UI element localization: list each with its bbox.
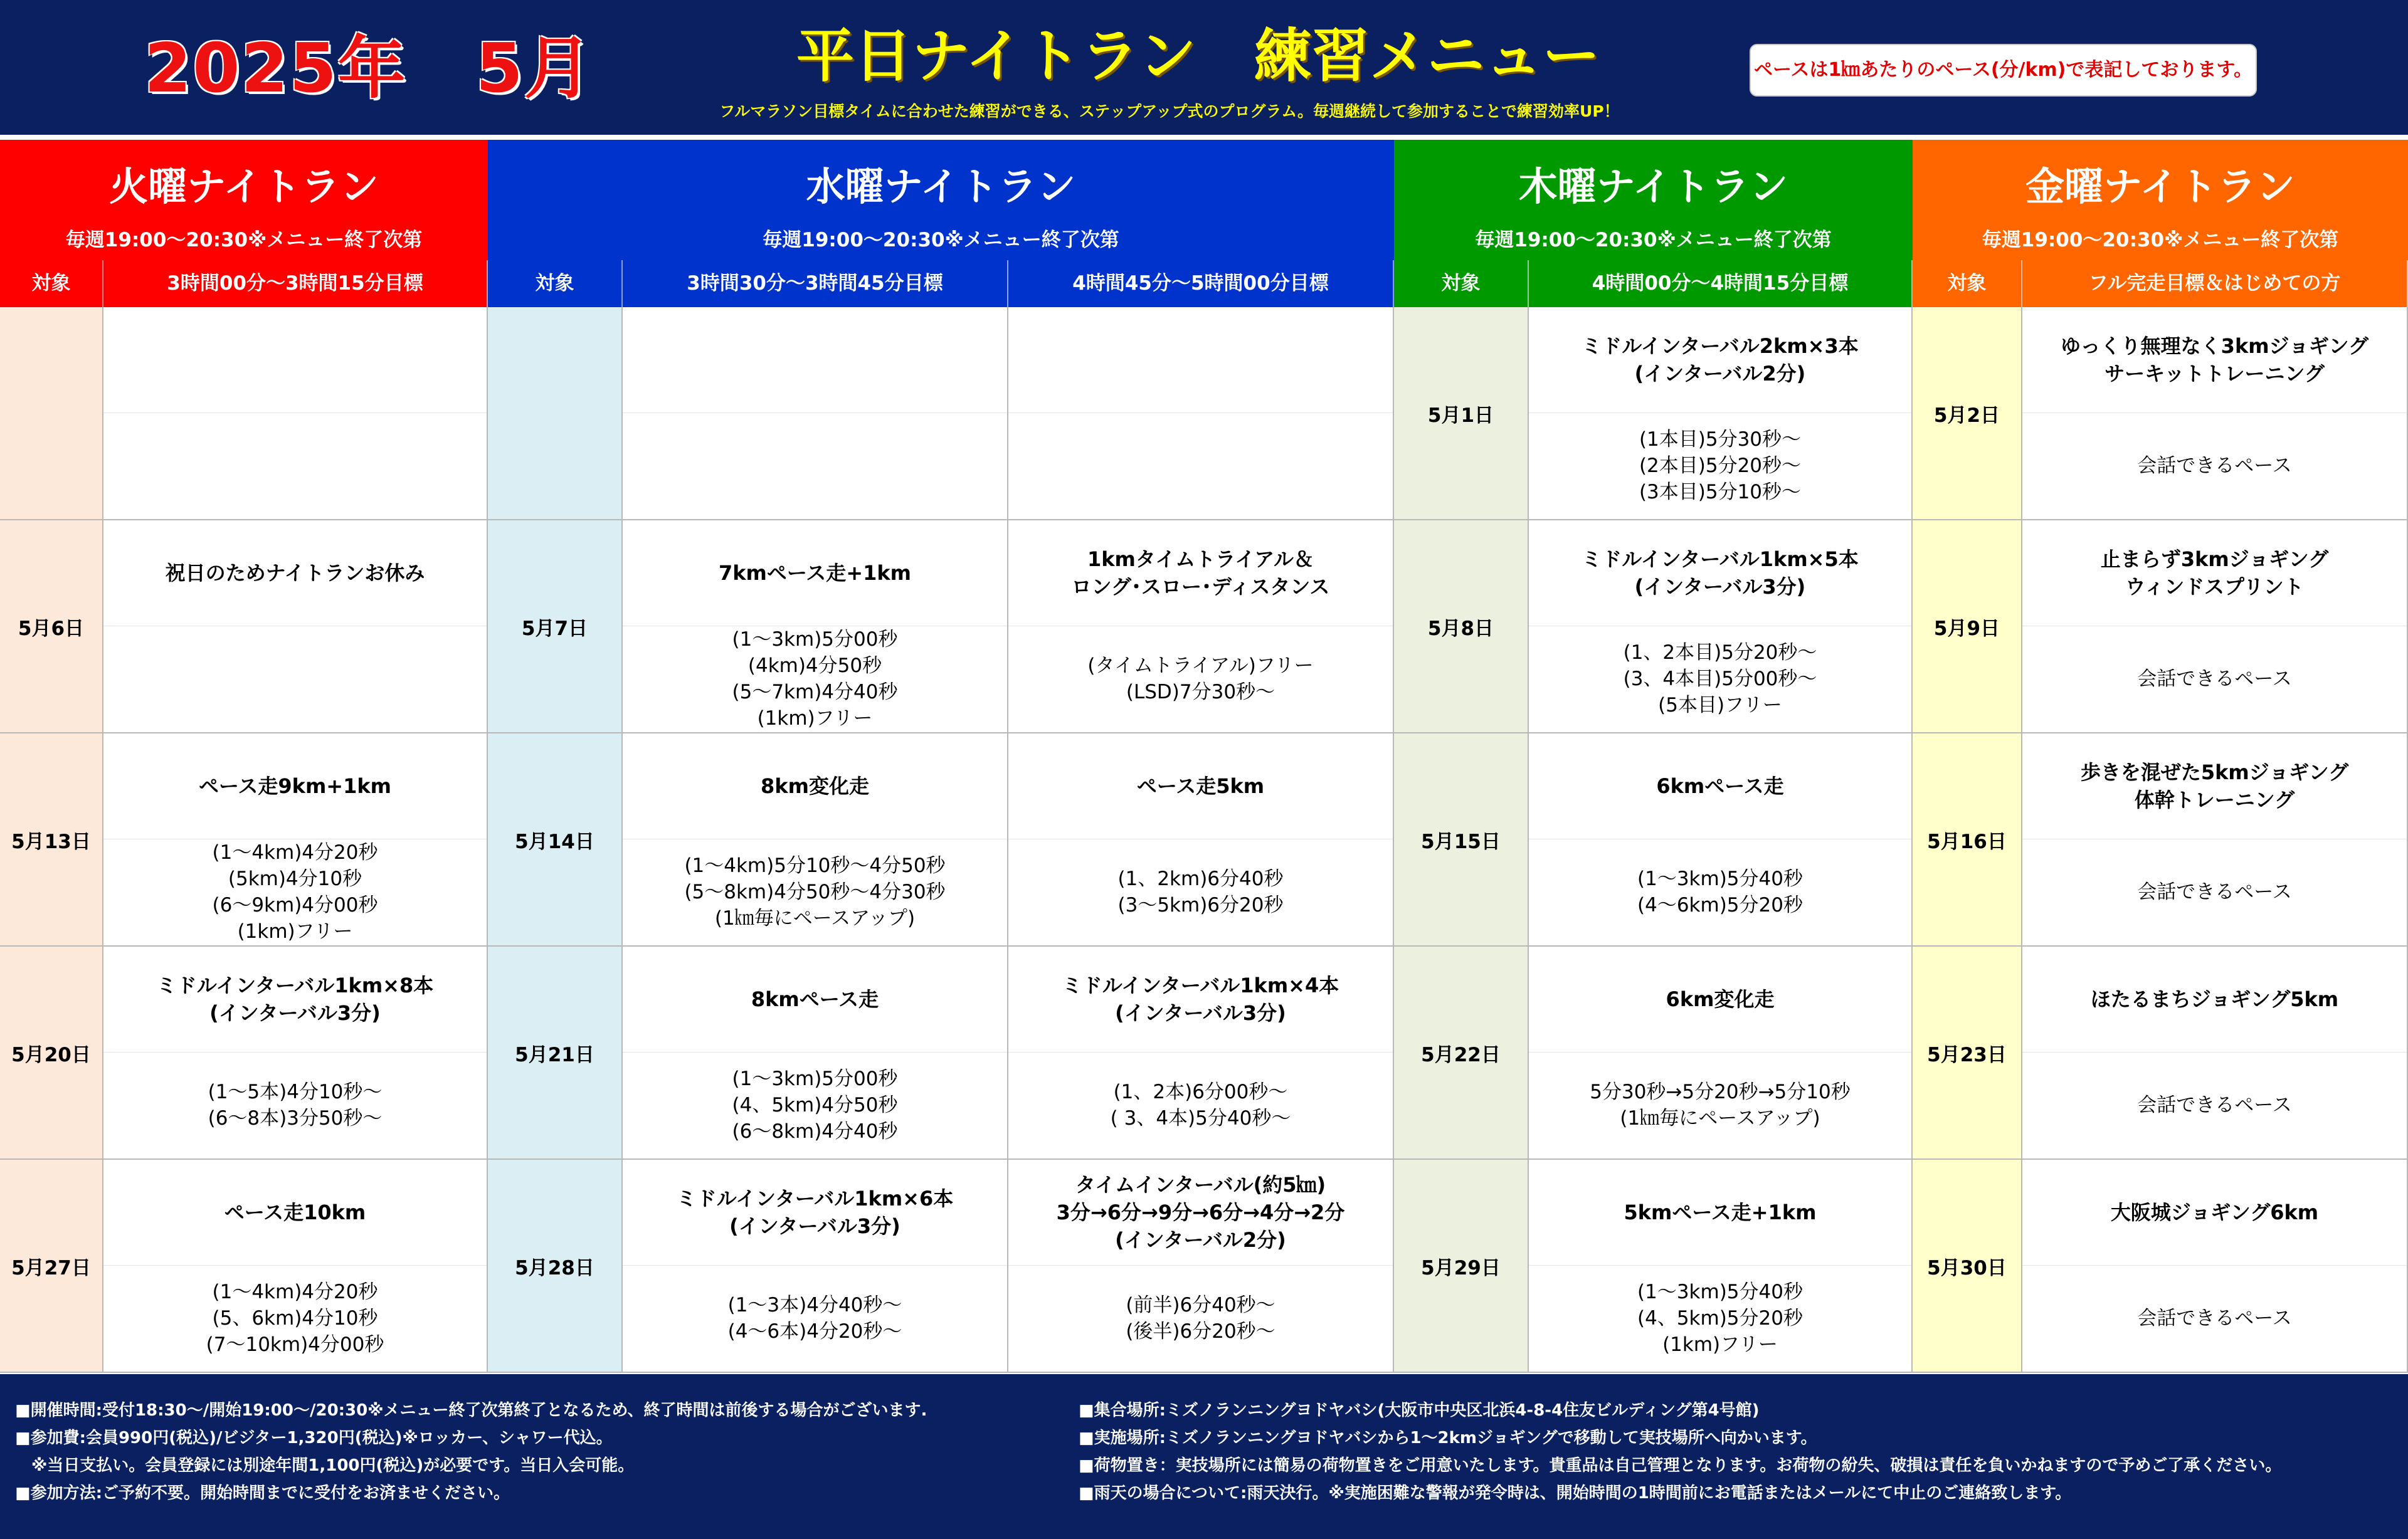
target-label: 対象 [0,260,103,307]
target-group: 4時間45分～5時間00分目標 [1008,260,1394,307]
day-header-friday [1913,140,2408,260]
date-cell: 5月27日 [0,1160,103,1373]
menu-cell [1529,1160,1913,1373]
menu-title: 8kmペース走 [623,947,1007,1053]
menu-detail: 5分30秒→5分20秒→5分10秒 (1㎞毎にペースアップ) [1590,1081,1851,1130]
menu-detail: (1～5本)4分10秒～ (6～8本)3分50秒～ [208,1081,383,1130]
menu-detail: (1本目)5分30秒～ (2本目)5分20秒～ (3本目)5分10秒～ [1639,428,1802,503]
menu-title [1008,307,1393,413]
menu-detail: 会話できるペース [2137,668,2292,690]
menu-title: 5kmペース走+1km [1529,1160,1911,1266]
day-time: 毎週19:00～20:30※メニュー終了次第 [1475,229,1832,251]
footer-hours: ■開催時間:受付18:30～/開始19:00～/20:30※メニュー終了次第終了となるため、終了時間は前後する場合がございます. [15,1401,927,1420]
date-cell: 5月30日 [1913,1160,2022,1373]
menu-cell [1529,733,1913,947]
menu-title: ペース走10km [103,1160,487,1266]
date-cell: 5月28日 [488,1160,623,1373]
menu-title: 1kmタイムトライアル＆ ロング･スロー･ディスタンス [1008,520,1393,626]
menu-cell [1008,1160,1394,1373]
date-cell: 5月29日 [1394,1160,1529,1373]
menu-cell [623,1160,1008,1373]
date-cell: 5月9日 [1913,520,2022,733]
menu-cell [1008,947,1394,1160]
menu-title: 歩きを混ぜた5kmジョギング 体幹トレーニング [2022,733,2407,839]
menu-cell [2022,520,2408,733]
day-time: 毎週19:00～20:30※メニュー終了次第 [1982,229,2339,251]
menu-detail: (1～3km)5分00秒 (4km)4分50秒 (5～7km)4分40秒 (1km)フリー [732,628,898,730]
date-cell: 5月1日 [1394,307,1529,520]
menu-cell [103,520,488,733]
month-title: 2025年 5月 [144,29,593,108]
day-time: 毎週19:00～20:30※メニュー終了次第 [65,229,423,251]
day-header-thursday [1394,140,1913,260]
date-cell: 5月8日 [1394,520,1529,733]
day-name: 木曜ナイトラン [1518,164,1788,209]
menu-detail: (前半)6分40秒～ (後半)6分20秒～ [1126,1294,1275,1343]
target-group: 3時間30分～3時間45分目標 [623,260,1008,307]
target-group: 3時間00分～3時間15分目標 [103,260,488,307]
menu-detail [1008,412,1393,519]
date-cell: 5月7日 [488,520,623,733]
target-label: 対象 [1913,260,2022,307]
date-cell: 5月14日 [488,733,623,947]
menu-title: ほたるまちジョギング5km [2022,947,2407,1053]
date-cell: 5月16日 [1913,733,2022,947]
menu-cell [2022,307,2408,520]
target-label: 対象 [488,260,623,307]
target-label: 対象 [1394,260,1529,307]
header-bar [0,0,2408,135]
footer-left-column [15,1397,1069,1507]
menu-detail: (1～3本)4分40秒～ (4～6本)4分20秒～ [727,1294,902,1343]
footer-fee-note: ※当日支払い。会員登録には別途年間1,100円(税込)が必要です。当日入会可能。 [15,1456,635,1475]
menu-title: タイムインターバル(約5㎞) 3分→6分→9分→6分→4分→2分 (インターバル2分) [1008,1160,1393,1266]
menu-detail: (1、2本目)5分20秒～ (3、4本目)5分00秒～ (5本目)フリー [1623,641,1817,717]
menu-title: ミドルインターバル1km×4本 (インターバル3分) [1008,947,1393,1053]
menu-title: ゆっくり無理なく3kmジョギング サーキットトレーニング [2022,307,2407,413]
menu-title: 6km変化走 [1529,947,1911,1053]
menu-detail [103,412,487,519]
subtitle: フルマラソン目標タイムに合わせた練習ができる、ステップアップ式のプログラム。毎週継続して参加することで練習効率UP！ [719,102,1620,120]
footer-meeting-place: ■集合場所:ミズノランニングヨドヤバシ(大阪市中央区北浜4-8-4住友ビルディング第4号館) [1079,1401,1760,1420]
menu-title: 大阪城ジョギング6km [2022,1160,2407,1266]
footer-how-to-join: ■参加方法:ご予約不要。開始時間までに受付をお済ませください。 [15,1484,510,1503]
menu-detail: (1～3km)5分40秒 (4～6km)5分20秒 [1637,868,1803,917]
menu-detail [103,626,487,732]
menu-cell [1529,520,1913,733]
date-cell: 5月22日 [1394,947,1529,1160]
menu-title: ミドルインターバル1km×6本 (インターバル3分) [623,1160,1007,1266]
menu-cell [103,1160,488,1373]
menu-detail: (タイムトライアル)フリー (LSD)7分30秒～ [1087,654,1314,703]
day-name: 火曜ナイトラン [109,164,379,209]
day-name: 金曜ナイトラン [2025,164,2295,209]
menu-detail: 会話できるペース [2137,454,2292,477]
menu-cell [1008,307,1394,520]
main-title: 平日ナイトラン 練習メニュー [796,23,1600,90]
target-group: 4時間00分～4時間15分目標 [1529,260,1913,307]
menu-detail: (1、2本)6分00秒～ ( 3、4本)5分40秒～ [1110,1081,1291,1130]
pace-note-box: ペースは1㎞あたりのペース(分/km)で表記しております。 [1750,44,2257,97]
date-cell: 5月6日 [0,520,103,733]
date-cell: 5月21日 [488,947,623,1160]
day-header-tuesday [0,140,488,260]
footer-info [0,1374,2408,1539]
menu-detail: (1～3km)5分00秒 (4、5km)4分50秒 (6～8km)4分40秒 [732,1068,898,1143]
day-header-wednesday [488,140,1394,260]
menu-title: 7kmペース走+1km [623,520,1007,626]
menu-title: ミドルインターバル1km×8本 (インターバル3分) [103,947,487,1053]
menu-cell [623,307,1008,520]
date-cell: 5月23日 [1913,947,2022,1160]
menu-detail: (1～4km)5分10秒～4分50秒 (5～8km)4分50秒～4分30秒 (1㎞毎にペースアップ) [684,854,946,930]
menu-cell [1529,947,1913,1160]
header-divider [0,135,2408,140]
menu-title: ペース走5km [1008,733,1393,839]
date-cell [0,307,103,520]
menu-title: ミドルインターバル2km×3本 (インターバル2分) [1529,307,1911,413]
menu-detail: 会話できるペース [2137,1094,2292,1116]
menu-cell [103,307,488,520]
menu-cell [1008,520,1394,733]
menu-cell [1529,307,1913,520]
menu-title: 止まらず3kmジョギング ウィンドスプリント [2022,520,2407,626]
day-name: 水曜ナイトラン [806,164,1076,209]
menu-cell [623,733,1008,947]
menu-detail: (1～4km)4分20秒 (5、6km)4分10秒 (7～10km)4分00秒 [206,1281,384,1356]
menu-cell [623,947,1008,1160]
menu-detail: 会話できるペース [2137,881,2292,903]
date-cell: 5月20日 [0,947,103,1160]
menu-title: ミドルインターバル1km×5本 (インターバル3分) [1529,520,1911,626]
menu-cell [1008,733,1394,947]
menu-title [103,307,487,413]
footer-right-column [1079,1397,2395,1507]
date-cell: 5月13日 [0,733,103,947]
menu-cell [2022,1160,2408,1373]
menu-title: 祝日のためナイトランお休み [103,520,487,626]
footer-luggage: ■荷物置き：実技場所には簡易の荷物置きをご用意いたします。貴重品は自己管理となります。お荷物の紛失、破損は責任を負いかねますので予めご了承ください。 [1079,1456,2282,1475]
footer-venue: ■実施場所:ミズノランニングヨドヤバシから1～2kmジョギングで移動して実技場所へ向かいます。 [1079,1429,1817,1447]
menu-title: 8km変化走 [623,733,1007,839]
menu-cell [623,520,1008,733]
footer-fee: ■参加費:会員990円(税込)/ビジター1,320円(税込)※ロッカー、シャワー代込。 [15,1429,613,1447]
menu-cell [103,947,488,1160]
menu-cell [2022,733,2408,947]
menu-detail: (1～3km)5分40秒 (4、5km)5分20秒 (1km)フリー [1637,1281,1803,1356]
date-cell: 5月2日 [1913,307,2022,520]
menu-title: ペース走9km+1km [103,733,487,839]
menu-title [623,307,1007,413]
menu-cell [2022,947,2408,1160]
menu-detail: (1、2km)6分40秒 (3～5km)6分20秒 [1117,868,1284,917]
menu-cell [103,733,488,947]
target-group: フル完走目標＆はじめての方 [2022,260,2408,307]
date-cell [488,307,623,520]
menu-detail: 会話できるペース [2137,1307,2292,1330]
menu-detail [623,412,1007,519]
date-cell: 5月15日 [1394,733,1529,947]
menu-title: 6kmペース走 [1529,733,1911,839]
menu-detail: (1～4km)4分20秒 (5km)4分10秒 (6～9km)4分00秒 (1km)フリー [212,841,378,943]
day-time: 毎週19:00～20:30※メニュー終了次第 [763,229,1119,251]
footer-rain-policy: ■雨天の場合について:雨天決行。※実施困難な警報が発令時は、開始時間の1時間前にお電話またはメールにて中止のご連絡致します。 [1079,1484,2072,1503]
